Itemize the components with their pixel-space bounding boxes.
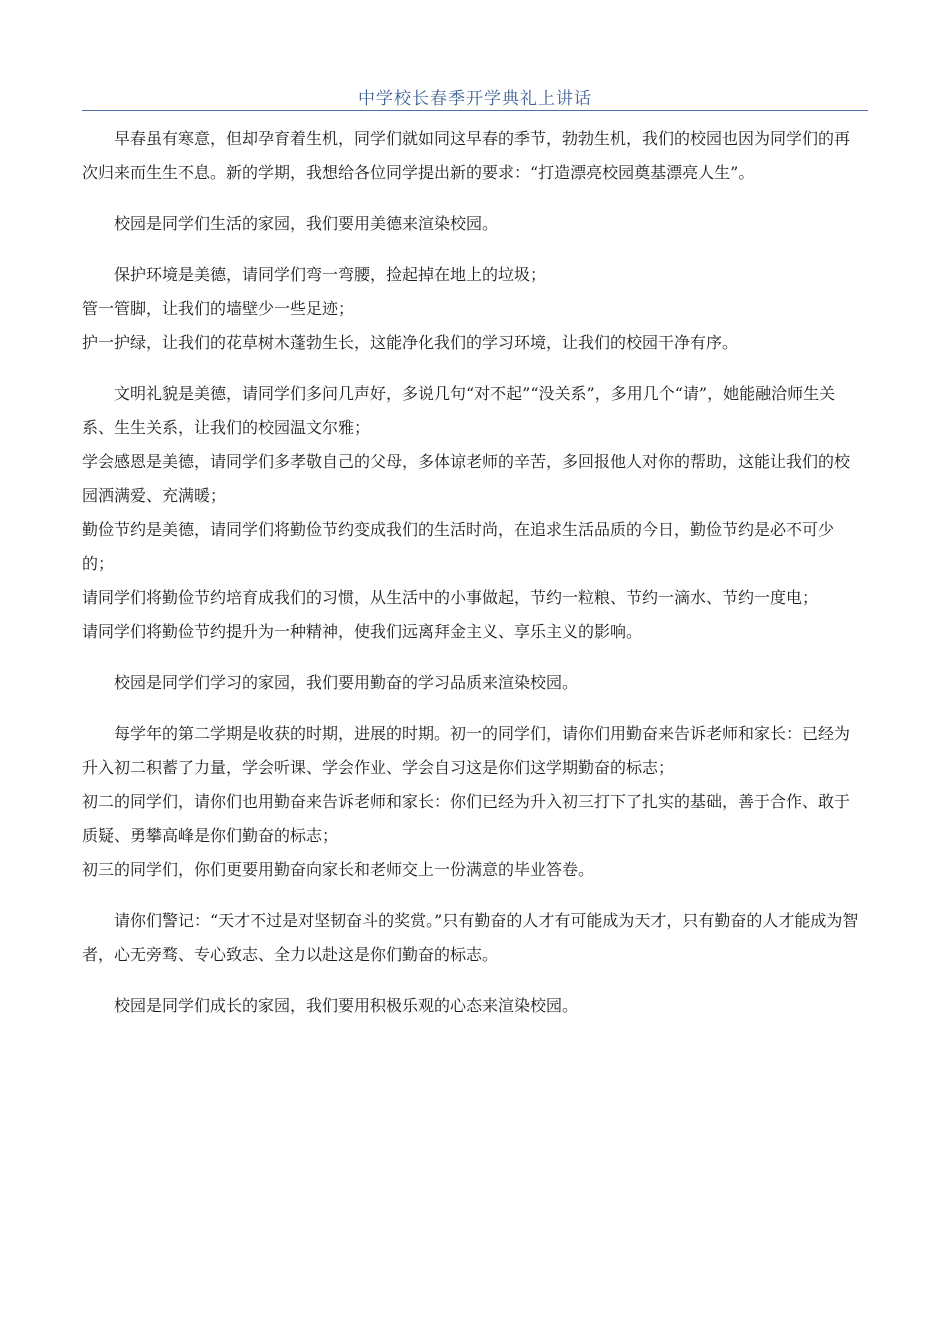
paragraph: 学会感恩是美德，请同学们多孝敬自己的父母，多体谅老师的辛苦，多回报他人对你的帮助，这能让我们的校园洒满爱、充满暖； [82, 452, 851, 505]
paragraph: 早春虽有寒意，但却孕育着生机，同学们就如同这早春的季节，勃勃生机，我们的校园也因为同学们的再次归来而生生不息。新的学期，我想给各位同学提出新的要求：“打造漂亮校园奠基漂亮人生”。 [82, 129, 851, 182]
paragraph: 管一管脚，让我们的墙壁少一些足迹； [82, 299, 355, 318]
document-body [82, 122, 862, 1023]
paragraph: 校园是同学们生活的家园，我们要用美德来渲染校园。 [114, 214, 499, 233]
paragraph: 初三的同学们，你们更要用勤奋向家长和老师交上一份满意的毕业答卷。 [82, 860, 595, 879]
paragraph: 校园是同学们成长的家园，我们要用积极乐观的心态来渲染校园。 [114, 996, 579, 1015]
paragraph: 请同学们将勤俭节约提升为一种精神，使我们远离拜金主义、享乐主义的影响。 [82, 622, 643, 641]
paragraph: 请同学们将勤俭节约培育成我们的习惯，从生活中的小事做起，节约一粒粮、节约一滴水、节约一度电； [82, 588, 819, 607]
paragraph: 校园是同学们学习的家园，我们要用勤奋的学习品质来渲染校园。 [114, 673, 579, 692]
document-header [82, 80, 868, 111]
paragraph: 文明礼貌是美德，请同学们多问几声好，多说几句“对不起”“没关系”，多用几个“请”，她能融洽师生关系、生生关系，让我们的校园温文尔雅； [82, 384, 836, 437]
paragraph: 勤俭节约是美德，请同学们将勤俭节约变成我们的生活时尚，在追求生活品质的今日，勤俭节约是必不可少的； [82, 520, 835, 573]
paragraph: 保护环境是美德，请同学们弯一弯腰，捡起掉在地上的垃圾； [114, 265, 547, 284]
paragraph: 请你们警记：“天才不过是对坚韧奋斗的奖赏。”只有勤奋的人才有可能成为天才，只有勤奋的人才能成为智者，心无旁骛、专心致志、全力以赴这是你们勤奋的标志。 [82, 911, 859, 964]
paragraph: 每学年的第二学期是收获的时期，进展的时期。初一的同学们，请你们用勤奋来告诉老师和家长：已经为升入初二积蓄了力量，学会听课、学会作业、学会自习这是你们这学期勤奋的标志； [82, 724, 851, 777]
document-title: 中学校长春季开学典礼上讲话 [358, 89, 592, 109]
paragraph: 护一护绿，让我们的花草树木蓬勃生长，这能净化我们的学习环境，让我们的校园干净有序。 [82, 333, 739, 352]
paragraph: 初二的同学们，请你们也用勤奋来告诉老师和家长：你们已经为升入初三打下了扎实的基础，善于合作、敢于质疑、勇攀高峰是你们勤奋的标志； [82, 792, 851, 845]
